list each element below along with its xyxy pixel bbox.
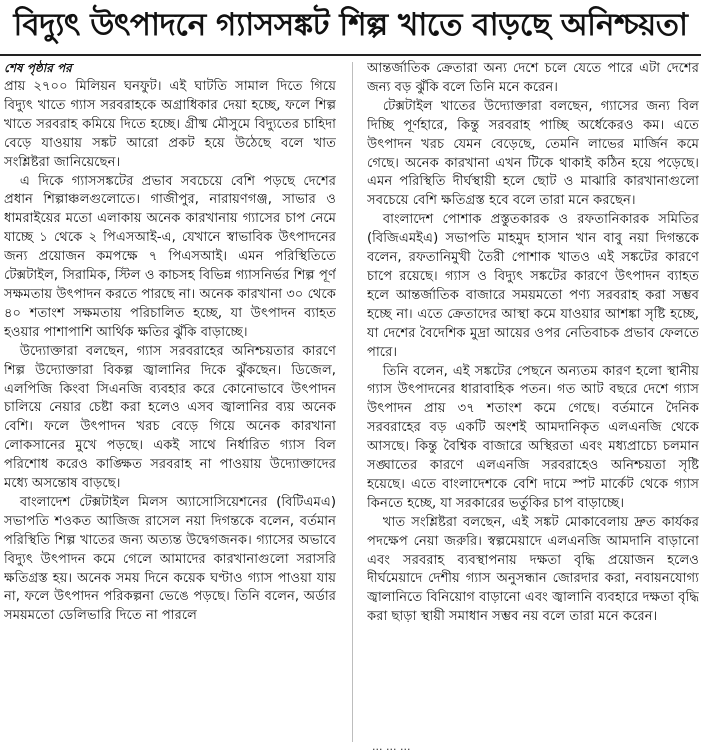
article-column-left (4, 60, 336, 745)
article-column-right (367, 60, 699, 745)
headline: বিদ্যুৎ উৎপাদনে গ্যাসসঙ্কট শিল্প খাতে বাড়ছে অনিশ্চয়তা (0, 2, 701, 56)
paragraph: আন্তর্জাতিক ক্রেতারা অন্য দেশে চলে যেতে পারে এটা দেশের জন্য বড় ঝুঁকি বলে তিনি মনে করেন। (367, 61, 699, 95)
paragraph: এ দিকে গ্যাসসঙ্কটের প্রভাব সবচেয়ে বেশি পড়ছে দেশের প্রধান শিল্পাঞ্চলগুলোতে। গাজীপুর, নারায়ণগঞ্জ, সাভার ও ধামরাইয়ের মতো এলাকায় অনেক কারখানায় গ্যাসের চাপ নেমে যাচ্ছে ১ থেকে ২ পিএসআই-এ, যেখানে স্বাভাবিক উৎপাদনের জন্য প্রয়োজন কমপক্ষে ৭ পিএসআই। এমন পরিস্থিতিতে টেক্সটাইল, সিরামিক, স্টিল ও কাচসহ বিভিন্ন গ্যাসনির্ভর শিল্প পূর্ণ সক্ষমতায় উৎপাদন করতে পারছে না। অনেক কারখানা ৩০ থেকে ৪০ শতাংশ সক্ষমতায় পরিচালিত হচ্ছে, যা উৎপাদন ব্যাহত হওয়ার পাশাপাশি আর্থিক ক্ষতির ঝুঁকি বাড়াচ্ছে। (4, 173, 336, 340)
paragraph: তিনি বলেন, এই সঙ্কটের পেছনে অন্যতম কারণ হলো স্থানীয় গ্যাস উৎপাদনের ধারাবাহিক পতন। গত আট বছরে দেশে গ্যাস উৎপাদন প্রায় ৩৭ শতাংশ কমে গেছে। বর্তমানে দৈনিক সরবরাহের বড় একটি অংশই আমদানিকৃত এলএনজি থেকে আসছে। কিন্তু বৈশ্বিক বাজারে অস্থিরতা এবং মধ্যপ্রাচ্যে চলমান সঙ্ঘাতের কারণে এলএনজি সরবরাহেও অনিশ্চয়তা সৃষ্টি হয়েছে। এতে বাংলাদেশকে বেশি দামে স্পট মার্কেট থেকে গ্যাস কিনতে হচ্ছে, যা সরকারের ভর্তুকির চাপ বাড়াচ্ছে। (367, 363, 699, 511)
paragraph: খাত সংশ্লিষ্টরা বলছেন, এই সঙ্কট মোকাবেলায় দ্রুত কার্যকর পদক্ষেপ নেয়া জরুরি। স্বল্পমেয়াদে এলএনজি আমদানি বাড়ানো এবং সরবরাহ ব্যবস্থাপনায় দক্ষতা বৃদ্ধি প্রয়োজন হলেও দীর্ঘমেয়াদে দেশীয় গ্যাস অনুসন্ধান জোরদার করা, নবায়নযোগ্য জ্বালানিতে বিনিয়োগ বাড়ানো এবং জ্বালানি ব্যবহারে দক্ষতা বৃদ্ধি করা ছাড়া স্থায়ী সমাধান সম্ভব নয় বলে তারা মনে করেন। (367, 514, 699, 625)
paragraph: বাংলাদেশ পোশাক প্রস্তুতকারক ও রফতানিকারক সমিতির (বিজিএমইএ) সভাপতি মাহমুদ হাসান খান বাবু নয়া দিগন্তকে বলেন, রফতানিমুখী তৈরী পোশাক খাতও এই সঙ্কটের কারণে চাপে রয়েছে। গ্যাস ও বিদ্যুৎ সঙ্কটের কারণে উৎপাদন ব্যাহত হলে আন্তর্জাতিক বাজারে সময়মতো পণ্য সরবরাহ করা সম্ভব হচ্ছে না। এতে ক্রেতাদের আস্থা কমে যাওয়ার আশঙ্কা সৃষ্টি হচ্ছে, যা দেশের বৈদেশিক মুদ্রা আয়ের ওপর নেতিবাচক প্রভাব ফেলতে পারে। (367, 212, 699, 360)
continuation-kicker: শেষ পৃষ্ঠার পর (4, 61, 72, 75)
paragraph: টেক্সটাইল খাতের উদ্যোক্তারা বলছেন, গ্যাসের জন্য বিল দিচ্ছি পূর্ণহারে, কিন্তু সরবরাহ পাচ্ছি অর্ধেকেরও কম। এতে উৎপাদন খরচ যেমন বেড়েছে, তেমনি লাভের মার্জিন কমে গেছে। অনেক কারখানা এখন টিকে থাকাই কঠিন হয়ে পড়েছে। এমন পরিস্থিতি দীর্ঘস্থায়ী হলে ছোট ও মাঝারি কারখানাগুলো সবচেয়ে বেশি ক্ষতিগ্রস্ত হবে বলে তারা মনে করছেন। (367, 98, 699, 209)
paragraph: বাংলাদেশ টেক্সটাইল মিলস অ্যাসোসিয়েশনের (বিটিএমএ) সভাপতি শওকত আজিজ রাসেল নয়া দিগন্তকে বলেন, বর্তমান পরিস্থিতি শিল্প খাতের জন্য অত্যন্ত উদ্বেগজনক। গ্যাসের অভাবে বিদ্যুৎ উৎপাদন কমে গেলে আমাদের কারখানাগুলো সরাসরি ক্ষতিগ্রস্ত হয়। অনেক সময় দিনে কয়েক ঘণ্টাও গ্যাস পাওয়া যায় না, ফলে উৎপাদন পরিকল্পনা ভেঙে পড়ছে। তিনি বলেন, অর্ডার সময়মতো ডেলিভারি দিতে না পারলে (4, 494, 336, 624)
paragraph: উদ্যোক্তারা বলছেন, গ্যাস সরবরাহের অনিশ্চয়তার কারণে শিল্প উদ্যোক্তারা বিকল্প জ্বালানির দিকে ঝুঁকছেন। ডিজেল, এলপিজি কিংবা সিএনজি ব্যবহার করে কোনোভাবে উৎপাদন চালিয়ে নেয়ার চেষ্টা করা হলেও এসব জ্বালানির ব্যয় অনেক বেশি। ফলে উৎপাদন খরচ বেড়ে গিয়ে অনেক কারখানা লোকসানের মুখে পড়ছে। একই সাথে নির্ধারিত গ্যাস বিল পরিশোধ করেও কাঙ্ক্ষিত সরবরাহ না পাওয়ায় উদ্যোক্তাদের মধ্যে অসন্তোষ বাড়ছে। (4, 343, 336, 492)
column-divider (352, 62, 353, 742)
cut-off-footer-text: ... ... ... (372, 741, 411, 751)
paragraph: প্রায় ২৭০০ মিলিয়ন ঘনফুট। এই ঘাটতি সামাল দিতে গিয়ে বিদ্যুৎ খাতে গ্যাস সরবরাহকে অগ্রাধিকার দেয়া হচ্ছে, ফলে শিল্প খাতে সরবরাহ কমিয়ে দিতে হচ্ছে। গ্রীষ্ম মৌসুমে বিদ্যুতের চাহিদা বেড়ে যাওয়ায় সঙ্কট আরো প্রকট হয়ে উঠেছে বলে খাত সংশ্লিষ্টরা জানিয়েছেন। (4, 79, 336, 170)
